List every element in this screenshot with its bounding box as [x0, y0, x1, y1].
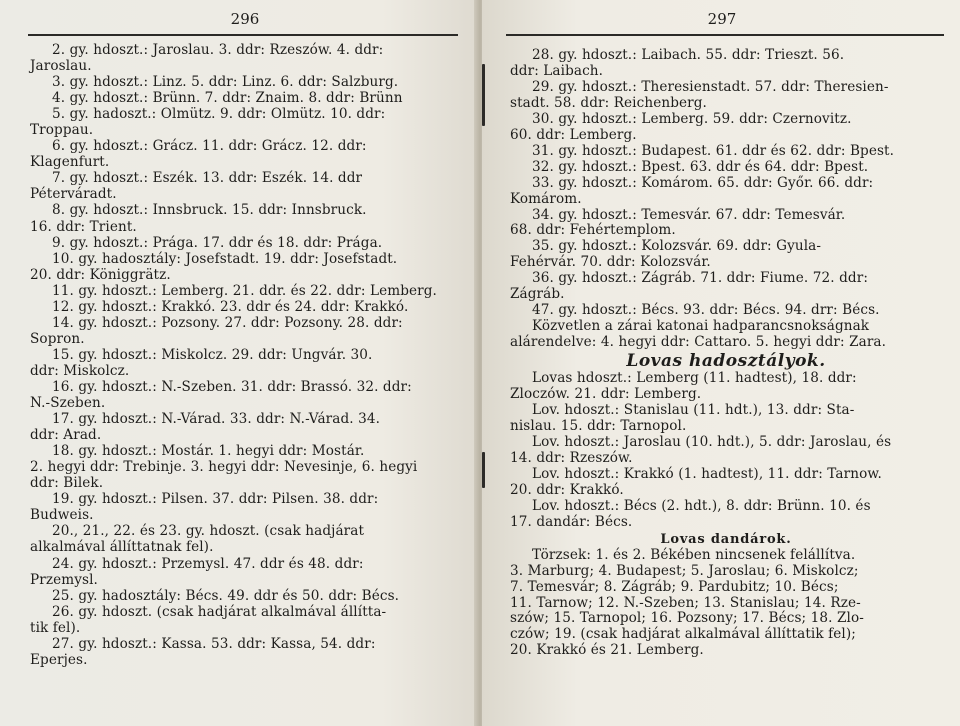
header-rule: [28, 34, 458, 36]
text-line: 27. gy. hdoszt.: Kassa. 53. ddr: Kassa, 54. ddr:: [52, 635, 376, 652]
right-page: [482, 0, 960, 726]
text-line: 36. gy. hdoszt.: Zágráb. 71. ddr: Fiume. 72. ddr:: [532, 270, 868, 287]
text-line: 20., 21., 22. és 23. gy. hdoszt. (csak hadjárat: [52, 523, 365, 540]
text-line: 17. gy. hdoszt.: N.-Várad. 33. ddr: N.-Várad. 34.: [52, 411, 381, 428]
text-line: ddr: Arad.: [30, 427, 102, 444]
text-line: 10. gy. hadosztály: Josefstadt. 19. ddr: Josefstadt.: [52, 250, 398, 267]
text-line: 11. gy. hdoszt.: Lemberg. 21. ddr. és 22. ddr: Lemberg.: [52, 282, 437, 299]
text-line: Lov. hdoszt.: Bécs (2. hdt.), 8. ddr: Brünn. 10. és: [532, 497, 871, 514]
text-line: 20. ddr: Krakkó.: [510, 481, 624, 498]
text-line: 5. gy. hadoszt.: Olmütz. 9. ddr: Olmütz. 10. ddr:: [52, 106, 386, 123]
text-line: Zágráb.: [510, 286, 565, 303]
text-line: Törzsek: 1. és 2. Békében nincsenek felállítva.: [532, 546, 856, 563]
text-line: 17. dandár: Bécs.: [510, 513, 633, 530]
margin-mark: [482, 64, 485, 126]
text-line: Lov. hdoszt.: Jaroslau (10. hdt.), 5. ddr: Jaroslau, és: [532, 433, 892, 450]
text-line: 34. gy. hdoszt.: Temesvár. 67. ddr: Temesvár.: [532, 206, 846, 223]
text-line: ddr: Laibach.: [510, 62, 604, 79]
text-line: Troppau.: [30, 122, 94, 139]
text-line: 19. gy. hdoszt.: Pilsen. 37. ddr: Pilsen. 38. ddr:: [52, 491, 379, 508]
text-line: 30. gy. hdoszt.: Lemberg. 59. ddr: Czernovitz.: [532, 110, 852, 127]
text-line: nislau. 15. ddr: Tarnopol.: [510, 417, 687, 434]
text-line: czów; 19. (csak hadjárat alkalmával állíttatik fel);: [510, 626, 856, 643]
text-line: Sopron.: [30, 330, 85, 347]
text-line: 2. gy. hdoszt.: Jaroslau. 3. ddr: Rzeszów. 4. ddr:: [52, 42, 384, 58]
text-line: 47. gy. hdoszt.: Bécs. 93. ddr: Bécs. 94. drr: Bécs.: [532, 302, 880, 319]
text-line: 2. hegyi ddr: Trebinje. 3. hegyi ddr: Nevesinje, 6. hegyi: [30, 459, 418, 476]
text-line: 3. gy. hdoszt.: Linz. 5. ddr: Linz. 6. ddr: Salzburg.: [52, 74, 399, 91]
text-line: 7. Temesvár; 8. Zágráb; 9. Pardubitz; 10. Bécs;: [510, 578, 839, 595]
text-line: Klagenfurt.: [30, 154, 110, 171]
text-line: Komárom.: [510, 190, 582, 207]
left-page: [0, 0, 478, 726]
text-line: Budweis.: [30, 507, 94, 524]
text-line: alárendelve: 4. hegyi ddr: Cattaro. 5. hegyi ddr: Zara.: [510, 334, 887, 351]
text-line: 20. ddr: Königgrätz.: [30, 266, 171, 283]
text-line: 14. ddr: Rzeszów.: [510, 449, 633, 466]
text-line: 29. gy. hdoszt.: Theresienstadt. 57. ddr: Theresien-: [532, 78, 889, 95]
text-line: 24. gy. hdoszt.: Przemysl. 47. ddr és 48. ddr:: [52, 555, 364, 572]
text-line: tik fel).: [30, 619, 81, 636]
left-text-block: [30, 42, 466, 668]
text-line: 14. gy. hdoszt.: Pozsony. 27. ddr: Pozsony. 28. ddr:: [52, 314, 403, 331]
text-line: 60. ddr: Lemberg.: [510, 126, 637, 143]
text-line: 12. gy. hdoszt.: Krakkó. 23. ddr és 24. ddr: Krakkó.: [52, 298, 409, 315]
text-line: szów; 15. Tarnopol; 16. Pozsony; 17. Bécs; 18. Zlo-: [510, 610, 864, 627]
text-line: 4. gy. hdoszt.: Brünn. 7. ddr: Znaim. 8. ddr: Brünn: [52, 90, 403, 107]
page-number: 296: [230, 10, 260, 28]
text-line: 3. Marburg; 4. Budapest; 5. Jaroslau; 6. Miskolcz;: [510, 562, 859, 579]
text-line: Fehérvár. 70. ddr: Kolozsvár.: [510, 254, 711, 271]
text-line: 16. gy. hdoszt.: N.-Szeben. 31. ddr: Brassó. 32. ddr:: [52, 378, 412, 395]
text-line: 25. gy. hadosztály: Bécs. 49. ddr és 50. ddr: Bécs.: [52, 587, 400, 604]
text-line: 33. gy. hdoszt.: Komárom. 65. ddr: Győr. 66. ddr:: [532, 174, 874, 191]
text-line: 18. gy. hdoszt.: Mostár. 1. hegyi ddr: Mostár.: [52, 443, 365, 460]
text-line: 32. gy. hdoszt.: Bpest. 63. ddr és 64. ddr: Bpest.: [532, 158, 869, 175]
text-line: N.-Szeben.: [30, 395, 106, 412]
text-line: 35. gy. hdoszt.: Kolozsvár. 69. ddr: Gyula-: [532, 238, 822, 255]
text-line: 16. ddr: Trient.: [30, 218, 137, 235]
text-line: Lovas hdoszt.: Lemberg (11. hadtest), 18. ddr:: [532, 370, 857, 387]
text-line: alkalmával állíttatnak fel).: [30, 539, 214, 556]
page-number: 297: [707, 10, 737, 28]
text-line: Jaroslau.: [30, 58, 92, 75]
cavalry-brigades-list: [510, 548, 942, 660]
text-line: 26. gy. hdoszt. (csak hadjárat alkalmával állítta-: [52, 603, 387, 620]
text-line: Przemysl.: [30, 571, 98, 588]
text-line: Közvetlen a zárai katonai hadparancsnokságnak: [532, 318, 870, 335]
text-line: Eperjes.: [30, 651, 88, 668]
text-line: Lov. hdoszt.: Krakkó (1. hadtest), 11. ddr: Tarnow.: [532, 465, 882, 482]
text-line: 28. gy. hdoszt.: Laibach. 55. ddr: Trieszt. 56.: [532, 47, 845, 63]
header-rule: [506, 34, 944, 36]
section-heading-cavalry-brigades: Lovas dandárok.: [660, 531, 792, 547]
text-line: ddr: Miskolcz.: [30, 362, 130, 379]
text-line: 6. gy. hdoszt.: Grácz. 11. ddr: Grácz. 12. ddr:: [52, 138, 367, 155]
text-line: 68. ddr: Fehértemplom.: [510, 222, 676, 239]
text-line: Zloczów. 21. ddr: Lemberg.: [510, 386, 702, 403]
text-line: Péterváradt.: [30, 186, 117, 203]
text-line: 7. gy. hdoszt.: Eszék. 13. ddr: Eszék. 14. ddr: [52, 170, 363, 187]
text-line: 8. gy. hdoszt.: Innsbruck. 15. ddr: Innsbruck.: [52, 202, 367, 219]
text-line: 20. Krakkó és 21. Lemberg.: [510, 642, 704, 659]
cavalry-divisions-list: [510, 371, 942, 531]
text-line: 9. gy. hdoszt.: Prága. 17. ddr és 18. ddr: Prága.: [52, 234, 383, 251]
text-line: ddr: Bilek.: [30, 475, 104, 492]
text-line: 11. Tarnow; 12. N.-Szeben; 13. Stanislau; 14. Rze-: [510, 594, 861, 611]
text-line: stadt. 58. ddr: Reichenberg.: [510, 94, 707, 111]
margin-mark: [482, 452, 485, 488]
text-line: Lov. hdoszt.: Stanislau (11. hdt.), 13. ddr: Sta-: [532, 402, 855, 419]
right-text-block: [510, 48, 942, 351]
section-heading-cavalry-divisions: Lovas hadosztályok.: [626, 351, 826, 372]
text-line: 15. gy. hdoszt.: Miskolcz. 29. ddr: Ungvár. 30.: [52, 346, 373, 363]
text-line: 31. gy. hdoszt.: Budapest. 61. ddr és 62. ddr: Bpest.: [532, 142, 895, 159]
